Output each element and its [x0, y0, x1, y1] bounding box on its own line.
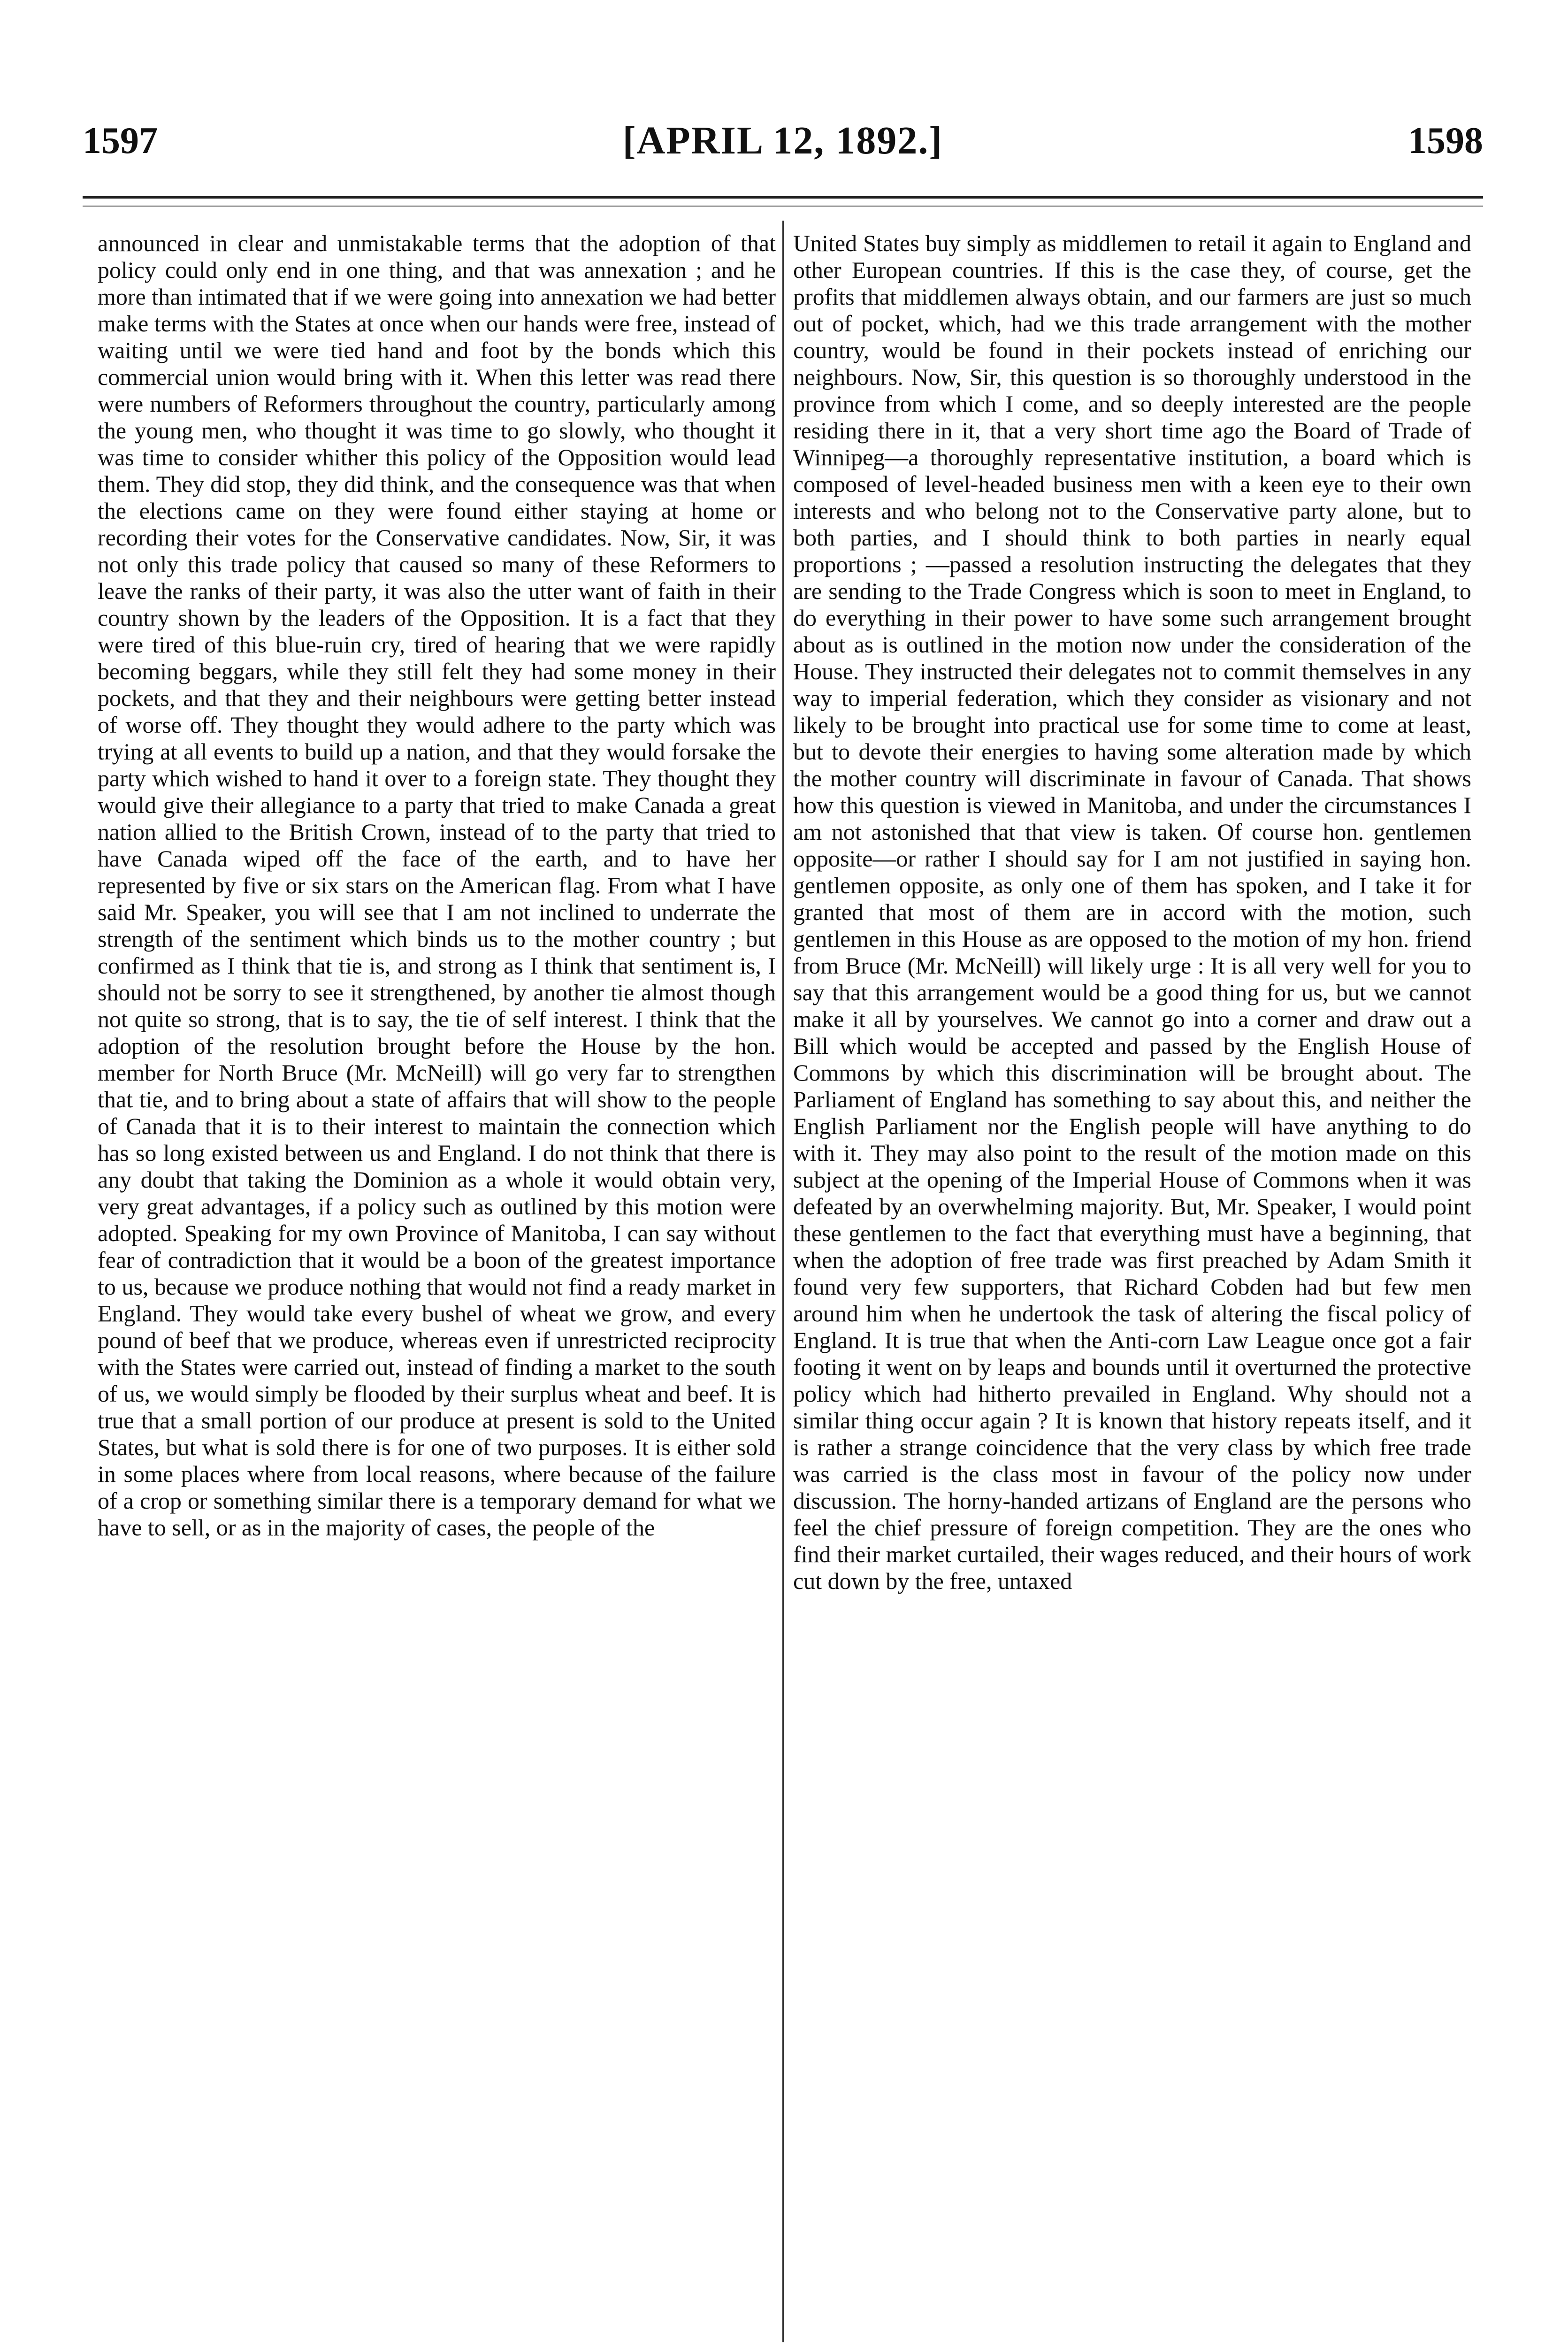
right-column-paragraph: United States buy simply as middlemen to retail it again to England and other European countries. If this is the case they, of course, get the profits that middlemen always obtain, and our farmers are just so much out of pocket, which, had we this trade arrangement with the mother country, would be found in their pockets instead of enriching our neighbours. Now, Sir, this question is so thoroughly understood in the province from which I come, and so deeply interested are the people residing there in it, that a very short time ago the Board of Trade of Winnipeg—a thoroughly representative institution, a board which is composed of level-headed business men with a keen eye to their own interests and who belong not to the Conservative party alone, but to both parties, and I should think to both parties in nearly equal proportions ; —passed a resolution instructing the delegates that they are sending to the Trade Congress which is soon to meet in England, to do everything in their power to have some such arrangement brought about as is outlined in the motion now under the consideration of the House. They instructed their delegates not to commit themselves in any way to imperial federation, which they consider as visionary and not likely to be brought into practical use for some time to come at least, but to devote their energies to having some alteration made by which the mother country will discriminate in favour of Canada. That shows how this question is viewed in Manitoba, and under the circumstances I am not astonished that that view is taken. Of course hon. gentlemen opposite—or rather I should say for I am not justified in saying hon. gentlemen opposite, as only one of them has spoken, and I take it for granted that most of them are in accord with the motion, such gentlemen in this House as are opposed to the motion of my hon. friend from Bruce (Mr. McNeill) will likely urge : It is all very well for you to say that this arrangement would be a good thing for us, but we cannot make it all by yourselves. We cannot go into a corner and draw out a Bill which would be accepted and passed by the English House of Commons by which this discrimination will be brought about. The Parliament of England has something to say about this, and neither the English Parliament nor the English people will have anything to do with it. They may also point to the result of the motion made on this subject at the opening of the Imperial House of Commons when it was defeated by an overwhelming majority. But, Mr. Speaker, I would point these gentlemen to the fact that everything must have a beginning, that when the adoption of free trade was first preached by Adam Smith it found very few supporters, that Richard Cobden had but few men around him when he undertook the task of altering the fiscal policy of England. It is true that when the Anti-corn Law League once got a fair footing it went on by leaps and bounds until it overturned the protective policy which had hitherto prevailed in England. Why should not a similar thing occur again ? It is known that history repeats itself, and it is rather a strange coincidence that the very class by which free trade was carried is the class most in favour of the policy now under discussion. The horny-handed artizans of England are the persons who feel the chief pressure of foreign competition. They are the ones who find their market curtailed, their wages reduced, and their hours of work cut down by the free, untaxed: [793, 230, 1471, 1594]
page-date-title: [APRIL 12, 1892.]: [622, 119, 943, 162]
header-rule: [83, 196, 1483, 199]
left-column: [98, 230, 776, 2333]
column-divider: [782, 221, 784, 2342]
header-rule-thin: [83, 206, 1483, 207]
page-number-left: 1597: [83, 120, 158, 161]
page-number-right: 1598: [1408, 120, 1483, 161]
page-header: [83, 108, 1483, 174]
right-column: [793, 230, 1471, 2333]
left-column-paragraph: announced in clear and unmistakable terms that the adoption of that policy could only end in one thing, and that was annexation ; and he more than intimated that if we were going into annexation we had better make terms with the States at once when our hands were free, instead of waiting until we were tied hand and foot by the bonds which this commercial union would bring with it. When this letter was read there were numbers of Reformers throughout the country, particularly among the young men, who thought it was time to go slowly, who thought it was time to consider whither this policy of the Opposition would lead them. They did stop, they did think, and the consequence was that when the elections came on they were found either staying at home or recording their votes for the Conservative candidates. Now, Sir, it was not only this trade policy that caused so many of these Reformers to leave the ranks of their party, it was also the utter want of faith in their country shown by the leaders of the Opposition. It is a fact that they were tired of this blue-ruin cry, tired of hearing that we were rapidly becoming beggars, while they still felt they had some money in their pockets, and that they and their neighbours were getting better instead of worse off. They thought they would adhere to the party which was trying at all events to build up a nation, and that they would forsake the party which wished to hand it over to a foreign state. They thought they would give their allegiance to a party that tried to make Canada a great nation allied to the British Crown, instead of to the party that tried to have Canada wiped off the face of the earth, and to have her represented by five or six stars on the American flag. From what I have said Mr. Speaker, you will see that I am not inclined to underrate the strength of the sentiment which binds us to the mother country ; but confirmed as I think that tie is, and strong as I think that sentiment is, I should not be sorry to see it strengthened, by another tie almost though not quite so strong, that is to say, the tie of self interest. I think that the adoption of the resolution brought before the House by the hon. member for North Bruce (Mr. McNeill) will go very far to strengthen that tie, and to bring about a state of affairs that will show to the people of Canada that it is to their interest to maintain the connection which has so long existed between us and England. I do not think that there is any doubt that taking the Dominion as a whole it would obtain very, very great advantages, if a policy such as outlined by this motion were adopted. Speaking for my own Province of Manitoba, I can say without fear of contradiction that it would be a boon of the greatest importance to us, because we produce nothing that would not find a ready market in England. They would take every bushel of wheat we grow, and every pound of beef that we produce, whereas even if unrestricted reciprocity with the States were carried out, instead of finding a market to the south of us, we would simply be flooded by their surplus wheat and beef. It is true that a small portion of our produce at present is sold to the United States, but what is sold there is for one of two purposes. It is either sold in some places where from local reasons, where because of the failure of a crop or something similar there is a temporary demand for what we have to sell, or as in the majority of cases, the people of the: [98, 230, 776, 1541]
